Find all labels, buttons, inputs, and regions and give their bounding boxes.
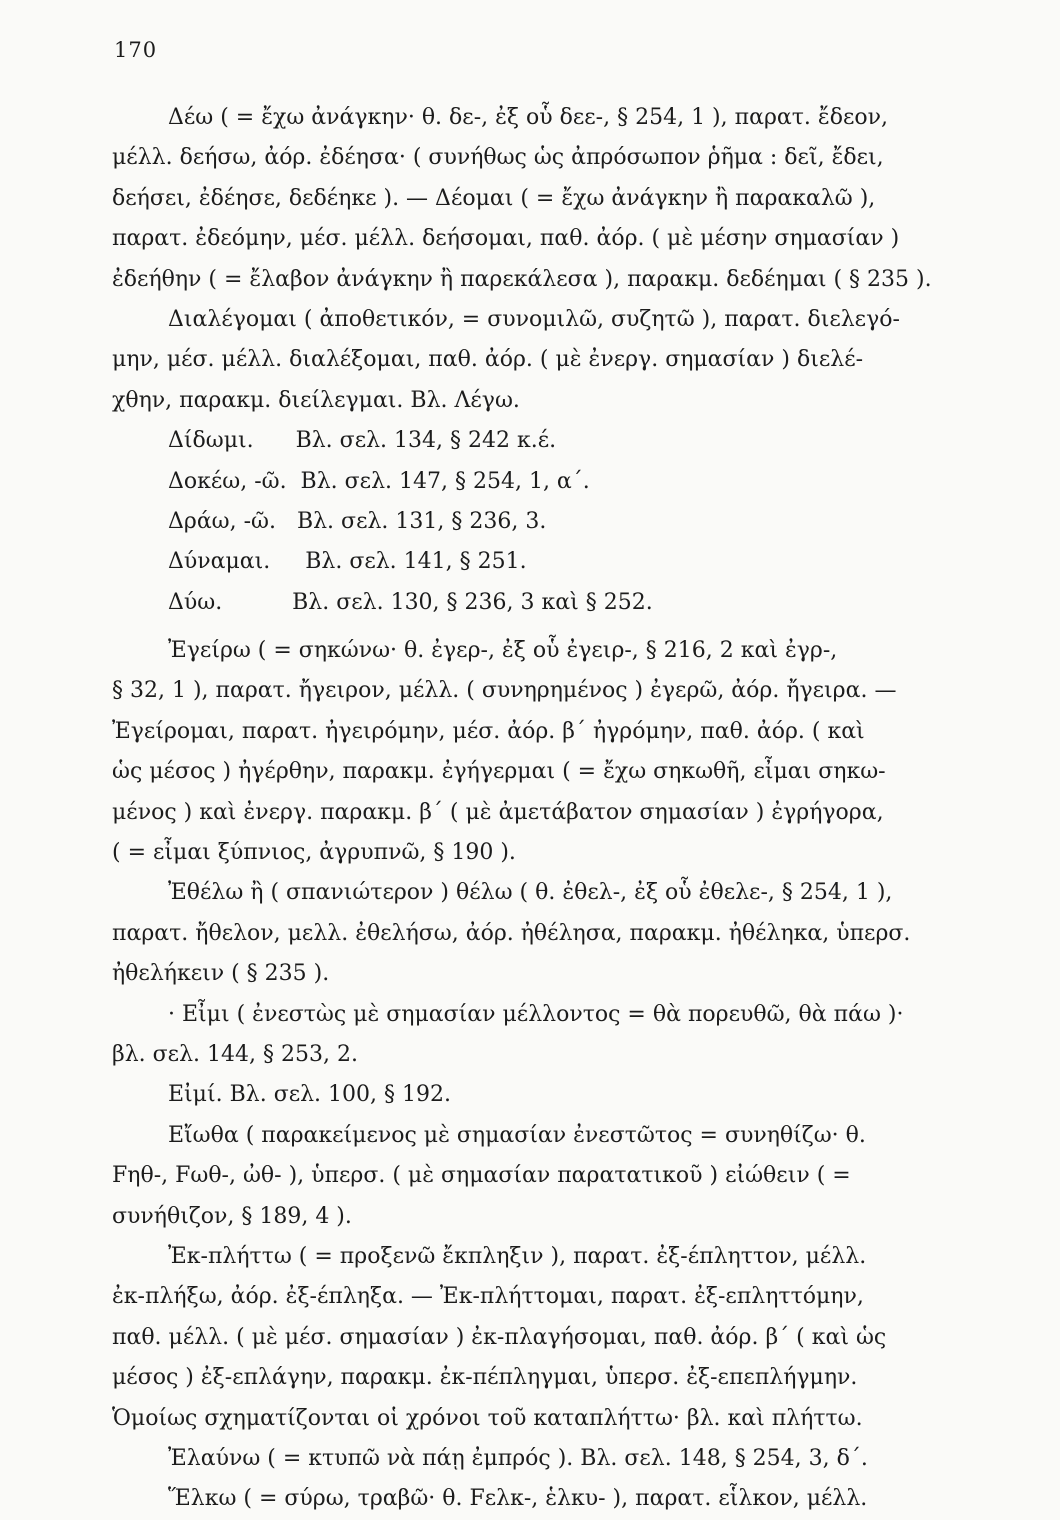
- entry-text-line: ὡς μέσος ) ἠγέρθην, παρακμ. ἐγήγερμαι ( = ἔχω σηκωθῆ, εἶμαι σηκω-: [112, 759, 886, 785]
- entry-text-line: παθ. μέλλ. ( μὲ μέσ. σημασίαν ) ἐκ-πλαγήσομαι, παθ. ἀόρ. β΄ ( καὶ ὡς: [112, 1324, 887, 1350]
- entry-text-line: συνήθιζον, § 189, 4 ).: [112, 1203, 352, 1229]
- entry-text-line: μέλλ. δεήσω, ἀόρ. ἐδέησα· ( συνήθως ὡς ἀπρόσωπον ῥῆμα : δεῖ, ἔδει,: [112, 145, 884, 171]
- entry-text-line: ἠθελήκειν ( § 235 ).: [112, 961, 330, 987]
- entry-headword-line: Ἐγείρω ( = σηκώνω· θ. ἐγερ-, ἐξ οὗ ἐγειρ-, § 216, 2 καὶ ἐγρ-,: [168, 638, 838, 664]
- entry-headword-line: Δράω, -ῶ. Βλ. σελ. 131, § 236, 3.: [168, 508, 547, 534]
- entry-headword-line: Δύω. Βλ. σελ. 130, § 236, 3 καὶ § 252.: [168, 589, 653, 615]
- entry-text-line: Ἐγείρομαι, παρατ. ἠγειρόμην, μέσ. ἀόρ. β΄ ἠγρόμην, παθ. ἀόρ. ( καὶ: [112, 718, 865, 744]
- dictionary-text: [112, 98, 974, 1520]
- paragraph-gap: [112, 623, 974, 631]
- entry-headword-line: Ἕλκω ( = σύρω, τραβῶ· θ. Fελκ-, ἑλκυ- ), παρατ. εἷλκον, μέλλ.: [168, 1486, 868, 1512]
- entry-headword-line: Ἐκ-πλήττω ( = προξενῶ ἔκπληξιν ), παρατ. ἐξ-έπληττον, μέλλ.: [168, 1243, 867, 1269]
- entry-text-line: ( = εἶμαι ξύπνιος, ἀγρυπνῶ, § 190 ).: [112, 840, 516, 866]
- entry-headword-line: Εἰμί. Βλ. σελ. 100, § 192.: [168, 1082, 451, 1108]
- entry-headword-line: Δέω ( = ἔχω ἀνάγκην· θ. δε-, ἐξ οὗ δεε-, § 254, 1 ), παρατ. ἔδεον,: [168, 105, 888, 130]
- entry-text-line: Ὁμοίως σχηματίζονται οἱ χρόνοι τοῦ καταπλήττω· βλ. καὶ πλήττω.: [112, 1405, 863, 1431]
- entry-headword-line: Δύναμαι. Βλ. σελ. 141, § 251.: [168, 549, 527, 575]
- entry-headword-line: Διαλέγομαι ( ἀποθετικόν, = συνομιλῶ, συζητῶ ), παρατ. διελεγό-: [168, 306, 900, 332]
- entry-headword-line: Ἐλαύνω ( = κτυπῶ νὰ πάῃ ἐμπρός ). Βλ. σελ. 148, § 254, 3, δ΄.: [168, 1445, 868, 1471]
- entry-text-line: ἐδεήθην ( = ἔλαβον ἀνάγκην ἢ παρεκάλεσα ), παρακμ. δεδέημαι ( § 235 ).: [112, 266, 932, 292]
- entry-text-line: παρατ. ἤθελον, μελλ. ἐθελήσω, ἀόρ. ἠθέλησα, παρακμ. ἠθέληκα, ὑπερσ.: [112, 920, 911, 946]
- entry-text-line: μέσος ) ἐξ-επλάγην, παρακμ. ἐκ-πέπληγμαι, ὑπερσ. ἐξ-επεπλήγμην.: [112, 1365, 858, 1391]
- page-number: 170: [114, 38, 158, 62]
- entry-headword-line: Δίδωμι. Βλ. σελ. 134, § 242 κ.έ.: [168, 428, 557, 454]
- entry-headword-line: Ἐθέλω ἢ ( σπανιώτερον ) θέλω ( θ. ἐθελ-, ἐξ οὗ ἐθελε-, § 254, 1 ),: [168, 880, 893, 906]
- entry-headword-line: Εἴωθα ( παρακείμενος μὲ σημασίαν ἐνεστῶτος = συνηθίζω· θ.: [168, 1122, 866, 1148]
- entry-headword-line: · Εἶμι ( ἐνεστὼς μὲ σημασίαν μέλλοντος = θὰ πορευθῶ, θὰ πάω )·: [168, 1001, 904, 1027]
- entry-text-line: δεήσει, ἐδέησε, δεδέηκε ). — Δέομαι ( = ἔχω ἀνάγκην ἢ παρακαλῶ ),: [112, 185, 876, 211]
- entry-text-line: μην, μέσ. μέλλ. διαλέξομαι, παθ. ἀόρ. ( μὲ ἐνεργ. σημασίαν ) διελέ-: [112, 347, 864, 373]
- entry-text-line: μένος ) καὶ ἐνεργ. παρακμ. β΄ ( μὲ ἀμετάβατον σημασίαν ) ἐγρήγορα,: [112, 799, 884, 825]
- entry-text-line: Fηθ-, Fωθ-, ὠθ- ), ὑπερσ. ( μὲ σημασίαν παρατατικοῦ ) εἰώθειν ( =: [112, 1163, 851, 1189]
- entry-text-line: § 32, 1 ), παρατ. ἤγειρον, μέλλ. ( συνηρημένος ) ἐγερῶ, ἀόρ. ἤγειρα. —: [112, 678, 897, 704]
- entry-text-line: βλ. σελ. 144, § 253, 2.: [112, 1041, 358, 1067]
- entry-text-line: ἐκ-πλήξω, ἀόρ. ἐξ-έπληξα. — Ἐκ-πλήττομαι, παρατ. ἐξ-επληττόμην,: [112, 1284, 864, 1310]
- entry-headword-line: Δοκέω, -ῶ. Βλ. σελ. 147, § 254, 1, α΄.: [168, 468, 590, 494]
- entry-text-line: χθην, παρακμ. διείλεγμαι. Βλ. Λέγω.: [112, 387, 520, 413]
- entry-text-line: παρατ. ἐδεόμην, μέσ. μέλλ. δεήσομαι, παθ. ἀόρ. ( μὲ μέσην σημασίαν ): [112, 226, 900, 252]
